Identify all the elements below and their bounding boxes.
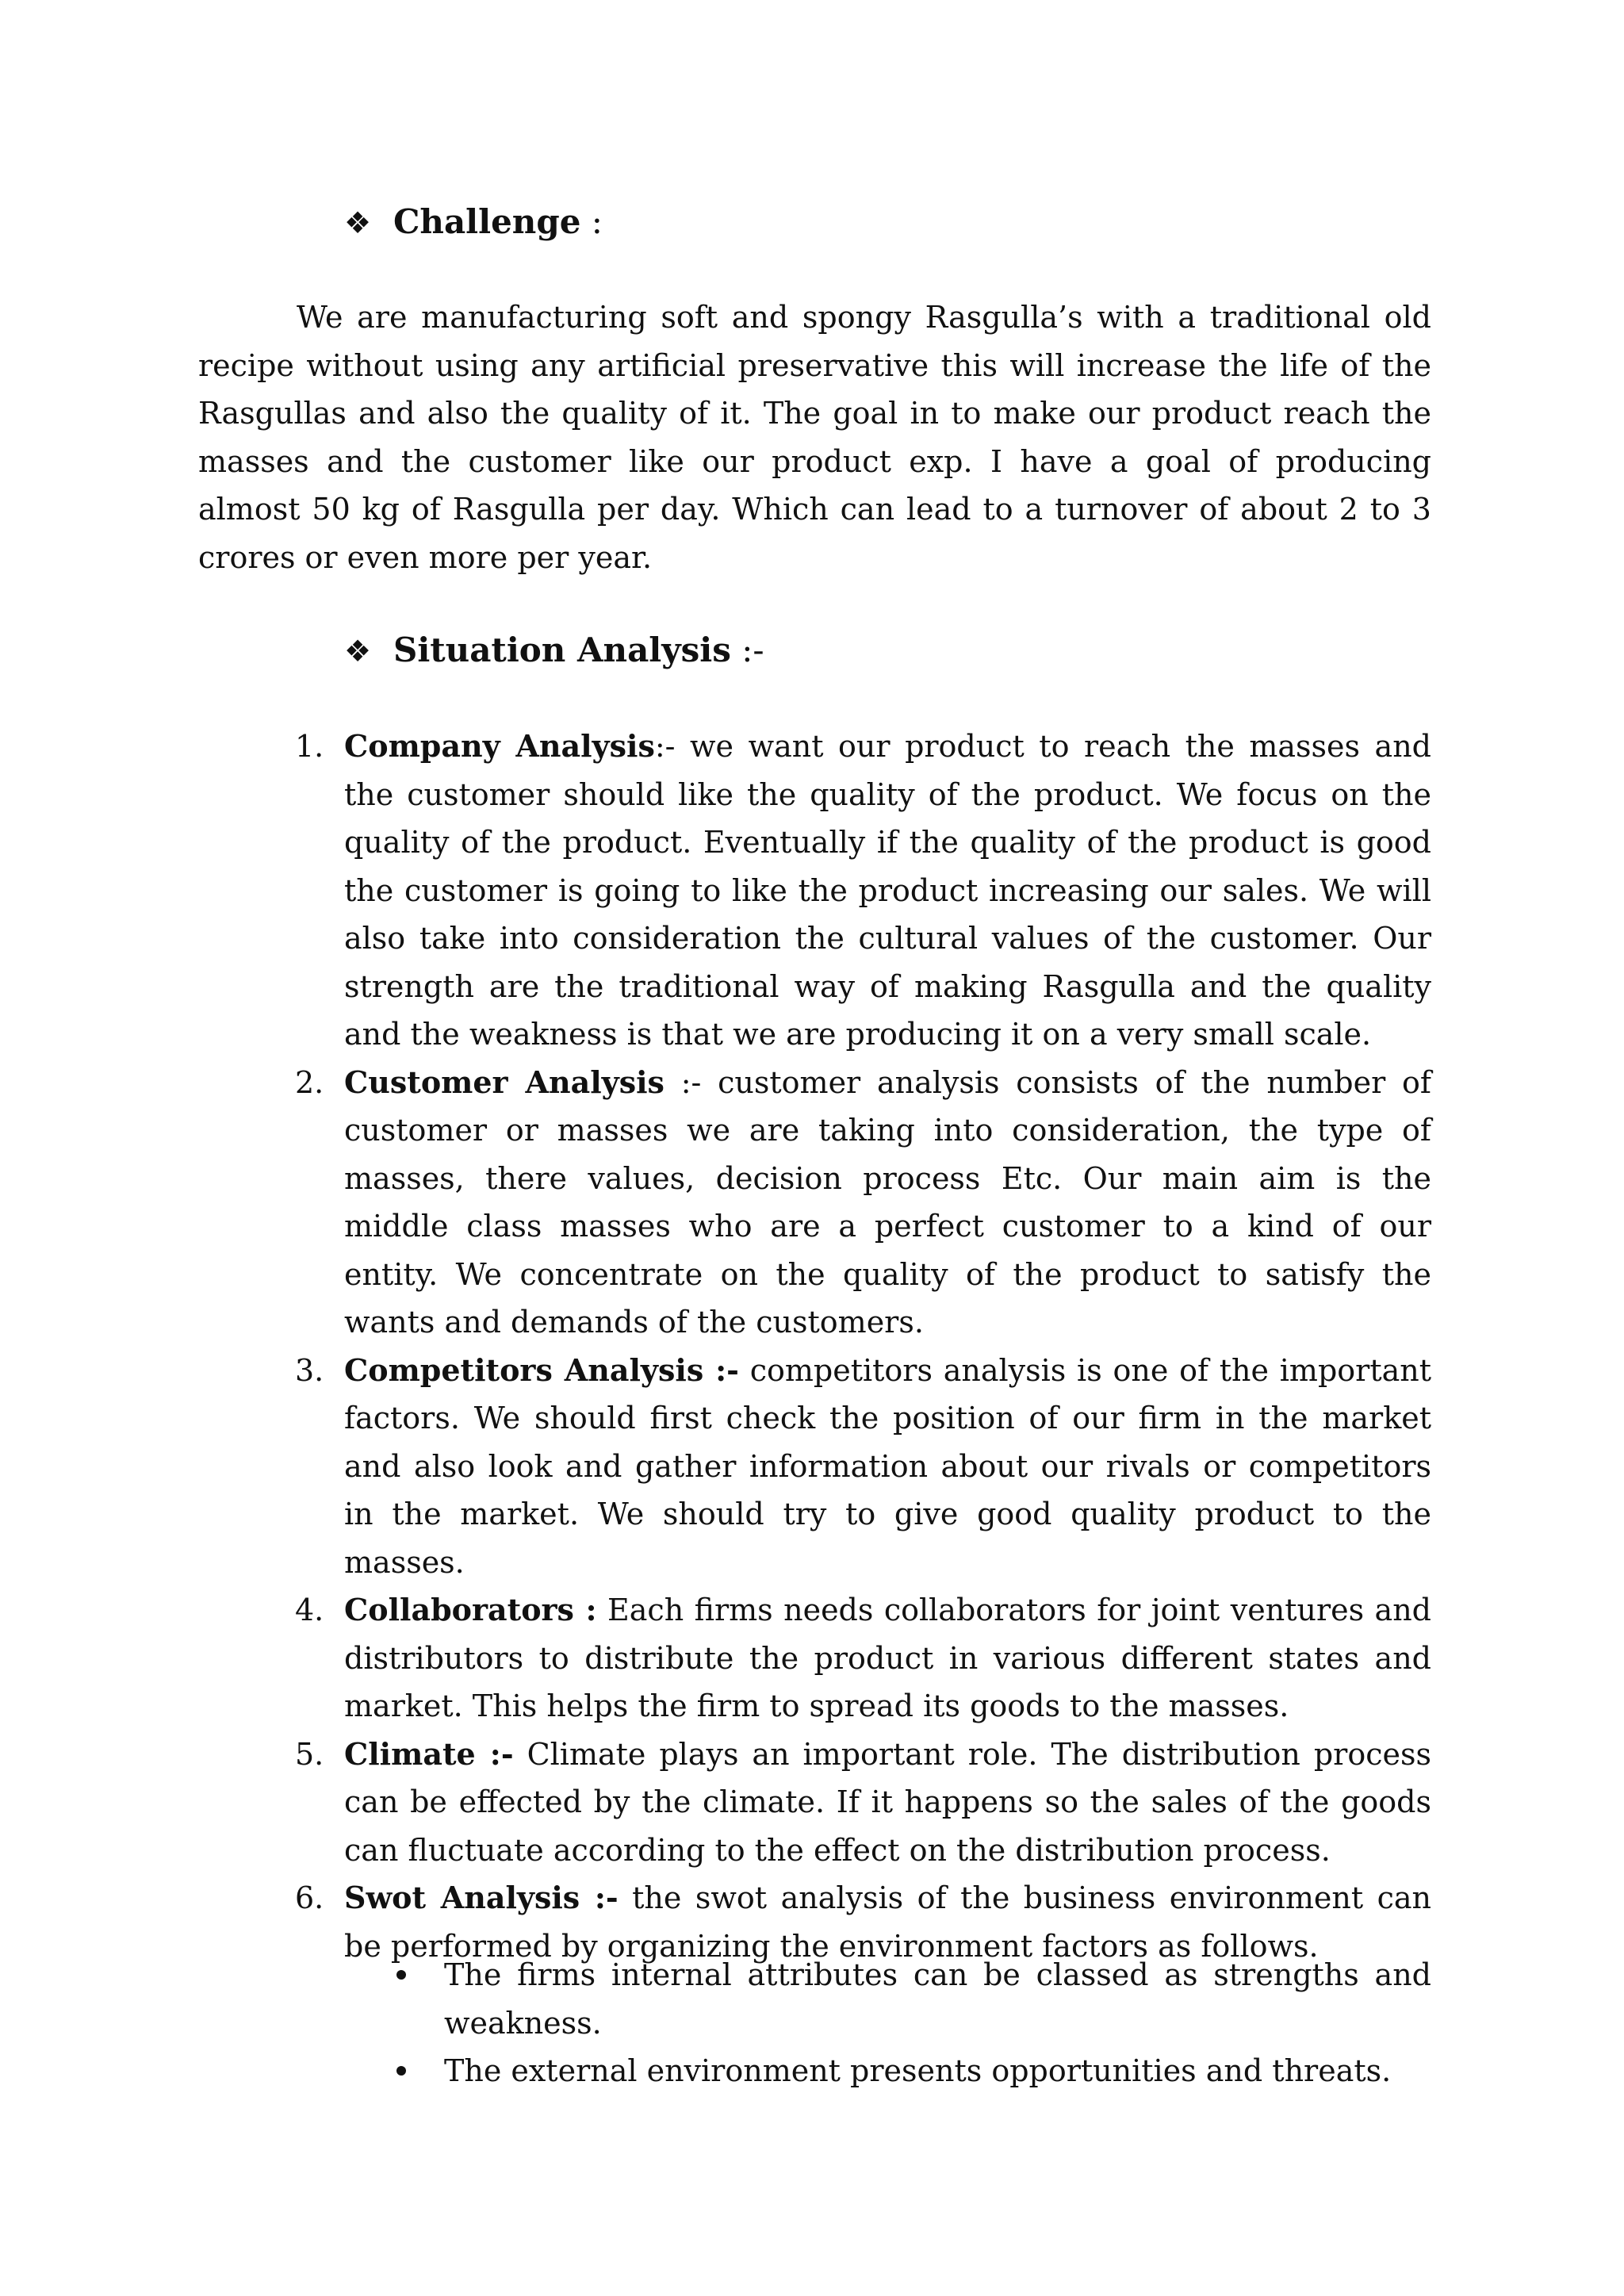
diamond-bullet-icon: ❖ bbox=[344, 205, 372, 240]
situation-analysis-list bbox=[285, 723, 1431, 1970]
challenge-heading: ❖ Challenge : bbox=[344, 198, 603, 247]
list-item-customer-analysis: 2. Customer Analysis :- customer analysis consists of the number of customer or masses we are taking into consideration, the type of masses, there values, decision process Etc. Our main aim is the middle class masses who are a perfect customer to a kind of our entity. We concentrate on the quality of the product to satisfy the wants and demands of the customers. bbox=[295, 1064, 1431, 1340]
list-item-swot-analysis: 6. Swot Analysis :- the swot analysis of the business environment can be performed by organizing the environment factors as follows. bbox=[295, 1880, 1431, 1964]
challenge-paragraph: We are manufacturing soft and spongy Rasgulla’s with a traditional old recipe without using any artificial preservative this will increase the life of the Rasgullas and also the quality of it. The goal in to make our product reach the masses and the customer like our product exp. I have a goal of producing almost 50 kg of Rasgulla per day. Which can lead to a turnover of about 2 to 3 crores or even more per year. bbox=[198, 300, 1431, 575]
situation-analysis-title: Situation Analysis bbox=[393, 631, 731, 669]
list-item-company-analysis: 1. Company Analysis:- we want our product to reach the masses and the customer should like the quality of the product. We focus on the quality of the product. Eventually if the quality of the product is good the customer is going to like the product increasing our sales. We will also take into consideration the cultural values of the customer. Our strength are the traditional way of making Rasgulla and the quality and the weakness is that we are producing it on a very small scale. bbox=[295, 728, 1431, 1052]
list-item-competitors-analysis: 3. Competitors Analysis :- competitors analysis is one of the important factors. We should first check the position of our firm in the market and also look and gather information about our rivals or competitors in the market. We should try to give good quality product to the masses. bbox=[295, 1351, 1431, 1580]
list-item-collaborators: 4. Collaborators : Each firms needs collaborators for joint ventures and distributors to distribute the product in various different states and market. This helps the firm to spread its goods to the masses. bbox=[295, 1592, 1431, 1723]
swot-bullet-list bbox=[389, 1951, 1431, 2095]
list-item: The external environment presents opportunities and threats. bbox=[389, 2047, 1431, 2095]
diamond-bullet-icon: ❖ bbox=[344, 634, 372, 669]
list-item-climate: 5. Climate :- Climate plays an important role. The distribution process can be effected by the climate. If it happens so the sales of the goods can fluctuate according to the effect on the distribution process. bbox=[295, 1735, 1431, 1868]
list-item: The firms internal attributes can be classed as strengths and weakness. bbox=[389, 1951, 1431, 2047]
bullet-dot-icon bbox=[396, 1970, 406, 1980]
situation-analysis-heading: ❖ Situation Analysis :- bbox=[344, 627, 764, 675]
challenge-title: Challenge bbox=[393, 202, 581, 241]
bullet-dot-icon bbox=[396, 2066, 406, 2076]
